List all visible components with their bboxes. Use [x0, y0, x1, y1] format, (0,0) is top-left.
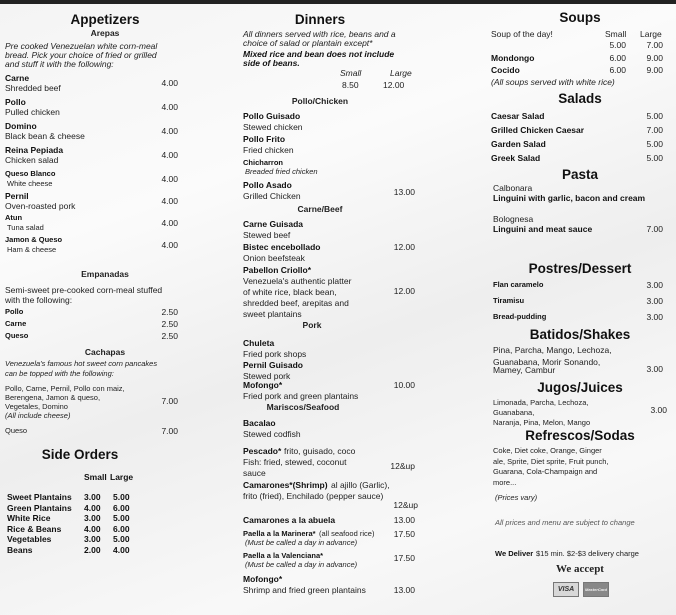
deliver-terms: $15 min. $2-$3 delivery charge	[536, 549, 639, 558]
item-name: White Rice	[7, 513, 51, 523]
empanadas-description: Semi-sweet pre-cooked corn-meal stuffed	[5, 285, 163, 295]
juices-list: Guanabana,	[493, 408, 535, 417]
section-title-dinners: Dinners	[294, 12, 346, 27]
item-price: 4.00	[161, 240, 178, 250]
item-description: frito (fried), Enchilado (pepper sauce)	[243, 491, 384, 501]
column-small: Small	[605, 29, 627, 39]
item-price: 10.00	[393, 380, 415, 390]
item-price: 12.00	[393, 286, 415, 296]
item-description: Linguini and meat sauce	[493, 224, 593, 234]
arepas-description: bread. Pick your choice of fried or grilled	[5, 50, 157, 60]
item-description: Shrimp and fried green plantains	[243, 585, 366, 595]
price-small: 6.00	[609, 53, 626, 63]
item-price: 4.00	[161, 78, 178, 88]
payment-cards	[553, 582, 609, 597]
item-description: Tuna salad	[7, 223, 44, 232]
price-large: 5.00	[113, 534, 130, 544]
subheading-cachapas: Cachapas	[84, 347, 126, 357]
price-large: 5.00	[113, 513, 130, 523]
price-small: 6.00	[609, 65, 626, 75]
disclaimer: All prices and menu are subject to change	[495, 518, 635, 527]
item-price: 3.00	[650, 405, 667, 415]
item-price: 3.00	[646, 364, 663, 374]
cachapas-note: (All include cheese)	[5, 411, 71, 420]
price-large: 5.00	[113, 492, 130, 502]
item-name: Soup of the day!	[491, 29, 553, 39]
item-price: 17.50	[393, 529, 415, 539]
column-large: Large	[640, 29, 662, 39]
item-name-detail: (all seafood rice)	[319, 529, 375, 538]
sodas-list: ale, Sprite, Diet sprite, Fruit punch,	[493, 457, 609, 466]
section-title-juices: Jugos/Juices	[537, 380, 623, 395]
subheading-pork: Pork	[302, 320, 322, 330]
dinners-note: Mixed rice and bean does not include	[243, 49, 395, 59]
item-description: Pulled chicken	[5, 107, 60, 117]
item-price: 4.00	[161, 150, 178, 160]
price-small: 3.00	[84, 492, 101, 502]
item-name: Mondongo	[491, 53, 535, 63]
item-price: 7.00	[161, 396, 178, 406]
item-price: 3.00	[646, 312, 663, 322]
item-description: shredded beef, arepitas and	[243, 298, 349, 308]
item-name: Flan caramelo	[493, 280, 544, 289]
item-price: 4.00	[161, 102, 178, 112]
item-name: Paella a la Marinera*	[243, 529, 316, 538]
price-large: 4.00	[113, 544, 130, 555]
price-small: 3.00	[84, 534, 101, 544]
item-name: Pollo Asado	[243, 180, 292, 190]
item-description: (Must be called a day in advance)	[245, 560, 358, 569]
item-description: Venezuela's authentic platter	[243, 276, 352, 286]
item-name: Pescado*	[243, 446, 282, 456]
cachapas-description: can be topped with the following:	[5, 369, 114, 378]
item-price: 5.00	[646, 139, 663, 149]
sodas-list: Guarana, Cola-Champaign and	[493, 467, 598, 476]
sodas-list: more...	[493, 478, 517, 487]
sodas-note: (Prices vary)	[495, 493, 538, 502]
dinners-note: side of beans.	[243, 58, 300, 68]
section-title-soups: Soups	[559, 10, 601, 25]
item-name: Cocido	[491, 65, 520, 75]
item-description: Stewed chicken	[243, 122, 303, 132]
item-description: Stewed pork	[243, 371, 291, 381]
item-name: Vegetables	[7, 534, 52, 544]
item-price: 7.00	[646, 125, 663, 135]
item-price: 17.50	[393, 553, 415, 563]
price-small: 4.00	[84, 523, 101, 534]
item-name: Pollo	[5, 307, 24, 316]
item-description: sauce	[243, 468, 266, 478]
shakes-list: Pina, Parcha, Mango, Lechoza,	[493, 345, 612, 355]
item-description: Stewed codfish	[243, 429, 301, 439]
price-small: 2.00	[84, 544, 101, 555]
item-description: Fried pork and green plantains	[243, 391, 359, 401]
column-small: Small	[84, 472, 107, 482]
price-large: 7.00	[646, 40, 663, 50]
item-name: Chicharron	[243, 158, 284, 167]
item-name: Rice & Beans	[7, 523, 62, 534]
item-description: Chicken salad	[5, 155, 59, 165]
item-description: Black bean & cheese	[5, 131, 85, 141]
item-price: 2.50	[161, 307, 178, 317]
item-description: Shredded beef	[5, 83, 61, 93]
subheading-seafood: Mariscos/Seafood	[266, 402, 340, 412]
item-name: Mofongo*	[243, 380, 283, 390]
section-title-appetizers: Appetizers	[70, 12, 140, 27]
item-description: of white rice, black bean,	[243, 287, 337, 297]
item-name: Reina Pepiada	[5, 145, 64, 155]
item-name: Mofongo*	[243, 574, 283, 584]
dinners-description: choice of salad or plantain except*	[243, 38, 373, 48]
item-description: White cheese	[7, 179, 53, 188]
item-name: Bacalao	[243, 418, 276, 428]
item-name: Chuleta	[243, 338, 275, 348]
column-large: Large	[390, 68, 412, 78]
cachapas-description: Venezuela's famous hot sweet corn pancakes	[5, 359, 158, 368]
item-name: Greek Salad	[491, 153, 541, 163]
price-large: 12.00	[383, 80, 405, 90]
column-large: Large	[110, 472, 134, 482]
item-name: Bread-pudding	[493, 312, 547, 321]
item-name: Domino	[5, 121, 37, 131]
item-description: Oven-roasted pork	[5, 201, 76, 211]
item-name: Queso	[5, 331, 29, 340]
item-price: 3.00	[646, 296, 663, 306]
section-title-sodas: Refrescos/Sodas	[525, 428, 635, 443]
subheading-beef: Carne/Beef	[297, 204, 343, 214]
item-price: 4.00	[161, 196, 178, 206]
section-title-side-orders: Side Orders	[41, 447, 119, 462]
item-description: Stewed beef	[243, 230, 291, 240]
item-name: Grilled Chicken Caesar	[491, 125, 585, 135]
subheading-empanadas: Empanadas	[81, 269, 129, 279]
item-description: Fried pork shops	[243, 349, 307, 359]
arepas-description: and stuff it with the following:	[5, 59, 114, 69]
item-price: 2.50	[161, 319, 178, 329]
item-price: 13.00	[393, 515, 415, 525]
dinners-description: All dinners served with rice, beans and a	[243, 29, 396, 39]
cachapas-toppings: Vegetales, Domino	[5, 402, 68, 411]
item-name: Paella a la Valenciana*	[243, 551, 324, 560]
item-name: Bolognesa	[493, 214, 534, 224]
item-name: Carne	[5, 73, 30, 83]
item-name: Bistec encebollado	[243, 242, 321, 252]
price-small: 5.00	[609, 40, 626, 50]
item-description: sweet plantains	[243, 309, 302, 319]
item-price: 13.00	[393, 187, 415, 197]
item-name: Atun	[5, 213, 23, 222]
item-description: Linguini with garlic, bacon and cream	[493, 193, 646, 203]
item-description: Ham & cheese	[7, 245, 57, 254]
section-title-pasta: Pasta	[561, 167, 599, 182]
item-description: Breaded fried chicken	[245, 167, 318, 176]
price-large: 9.00	[646, 65, 663, 75]
item-price: 12&up	[390, 461, 415, 471]
item-price: 5.00	[646, 153, 663, 163]
item-price: 5.00	[646, 111, 663, 121]
item-description: (Must be called a day in advance)	[245, 538, 358, 547]
item-name: Sweet Plantains	[7, 492, 72, 502]
item-name: Caesar Salad	[491, 111, 545, 121]
item-price: 13.00	[393, 585, 415, 595]
item-price: 4.00	[161, 218, 178, 228]
item-price: 2.50	[161, 331, 178, 341]
item-name: Garden Salad	[491, 139, 546, 149]
subheading-arepas: Arepas	[90, 28, 120, 38]
item-price: 4.00	[161, 174, 178, 184]
cachapas-toppings: Pollo, Carne, Pernil, Pollo con maiz,	[5, 384, 125, 393]
item-price: 4.00	[161, 126, 178, 136]
item-name: Camarones a la abuela	[243, 515, 336, 525]
price-small: 8.50	[342, 80, 359, 90]
section-title-shakes: Batidos/Shakes	[529, 327, 631, 342]
item-description: Grilled Chicken	[243, 191, 301, 201]
arepas-description: Pre cooked Venezuelan white corn-meal	[5, 41, 158, 51]
price-large: 6.00	[113, 523, 130, 534]
price-large: 9.00	[646, 53, 663, 63]
item-description: Fried chicken	[243, 145, 294, 155]
item-name: Pollo Frito	[243, 134, 286, 144]
empanadas-description: with the following:	[5, 295, 73, 305]
accept-label: We accept	[556, 563, 604, 575]
price-small: 4.00	[84, 502, 101, 513]
item-name: Carne Guisada	[243, 219, 303, 229]
subheading-chicken: Pollo/Chicken	[291, 96, 349, 106]
item-price: 3.00	[646, 280, 663, 290]
item-price: 12.00	[393, 242, 415, 252]
column-small: Small	[340, 68, 362, 78]
item-price: 12&up	[393, 500, 418, 510]
shakes-list: Mamey, Cambur	[493, 365, 556, 375]
item-name: Pollo Guisado	[243, 111, 301, 121]
item-name-detail: frito, guisado, coco	[284, 446, 356, 456]
item-name: Green Plantains	[7, 502, 72, 513]
cachapas-toppings: Berengena, Jamon & queso,	[5, 393, 101, 402]
scan-edge	[0, 0, 676, 4]
item-name: Tiramisu	[493, 296, 525, 305]
item-name: Queso Blanco	[5, 169, 56, 178]
item-name: Jamon & Queso	[5, 235, 63, 244]
item-price: 7.00	[161, 426, 178, 436]
item-description: Onion beefsteak	[243, 253, 305, 263]
juices-list: Limonada, Parcha, Lechoza,	[493, 398, 589, 407]
item-name: Pernil	[5, 191, 29, 201]
shakes-list: Guanabana, Morir Sonando,	[493, 357, 601, 367]
mastercard-icon: MasterCard	[583, 582, 609, 597]
item-name: Camarones*(Shrimp)	[243, 480, 328, 490]
item-name: Beans	[7, 544, 33, 555]
deliver-label: We Deliver	[495, 549, 534, 558]
item-name-detail: al ajillo (Garlic),	[331, 480, 390, 490]
item-name: Carne	[5, 319, 27, 328]
item-name: Queso	[5, 426, 28, 435]
item-name: Pernil Guisado	[243, 360, 303, 370]
soups-note: (All soups served with white rice)	[491, 77, 615, 87]
section-title-salads: Salads	[558, 91, 602, 106]
item-price: 7.00	[646, 224, 663, 234]
item-name: Calbonara	[493, 183, 533, 193]
item-name: Pabellon Criollo*	[243, 265, 312, 275]
section-title-dessert: Postres/Dessert	[528, 261, 632, 276]
price-large: 6.00	[113, 502, 130, 513]
visa-card-icon: VISA	[553, 582, 579, 597]
price-small: 3.00	[84, 513, 101, 523]
item-description: Fish: fried, stewed, coconut	[243, 457, 347, 467]
juices-list: Naranja, Pina, Melon, Mango	[493, 418, 591, 427]
sodas-list: Coke, Diet coke, Orange, Ginger	[493, 446, 602, 455]
item-name: Pollo	[5, 97, 26, 107]
